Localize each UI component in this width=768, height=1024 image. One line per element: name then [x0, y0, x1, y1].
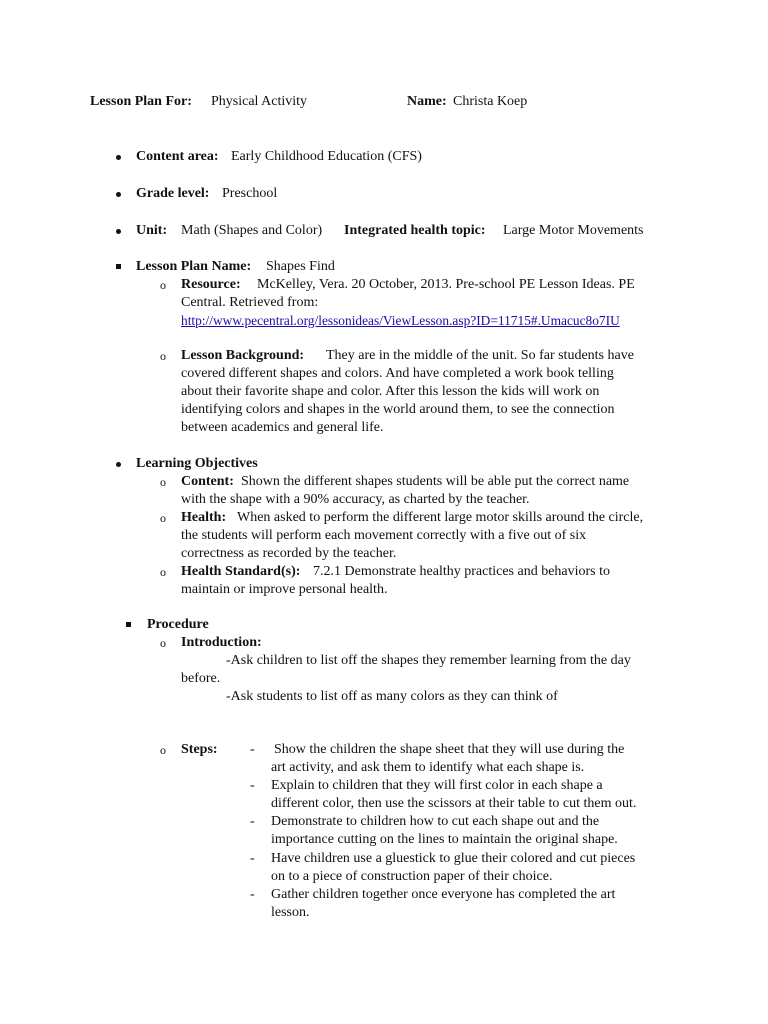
- resource-url-link[interactable]: http://www.pecentral.org/lessonideas/ViewLesson.asp?ID=11715#.Umacuc8o7IU: [181, 313, 620, 328]
- lesson-plan-for-label: Lesson Plan For:: [90, 94, 192, 109]
- step-text: Explain to children that they will first color in each shape a: [271, 778, 603, 793]
- bullet-dot: [116, 462, 121, 467]
- background-line1: They are in the middle of the unit. So far students have: [326, 348, 634, 363]
- introduction-line3: -Ask students to list off as many colors as they can think of: [226, 689, 558, 704]
- bullet-square: [116, 264, 121, 269]
- objective-content-line1: Shown the different shapes students will be able put the correct name: [241, 474, 630, 489]
- resource-line2: Central. Retrieved from:: [181, 295, 319, 310]
- background-line2: covered different shapes and colors. And have completed a work book telling: [181, 366, 614, 381]
- lesson-plan-name-label: Lesson Plan Name:: [136, 259, 252, 274]
- name-value: Christa Koep: [453, 94, 528, 109]
- step-dash: -: [250, 887, 255, 902]
- background-line4: identifying colors and shapes in the world around them, to see the connection: [181, 402, 615, 417]
- step-text: Have children use a gluestick to glue their colored and cut pieces: [271, 851, 636, 866]
- grade-level-label: Grade level:: [136, 186, 210, 201]
- bullet-circle: o: [160, 475, 166, 489]
- background-line5: between academics and general life.: [181, 420, 384, 435]
- background-label: Lesson Background:: [181, 348, 305, 363]
- bullet-dot: [116, 155, 121, 160]
- grade-level-value: Preschool: [222, 186, 278, 201]
- objective-content-line2: with the shape with a 90% accuracy, as charted by the teacher.: [181, 492, 530, 507]
- resource-line1: McKelley, Vera. 20 October, 2013. Pre-school PE Lesson Ideas. PE: [257, 277, 635, 292]
- step-text: different color, then use the scissors at their table to cut them out.: [271, 796, 637, 811]
- objectives-title: Learning Objectives: [136, 456, 258, 471]
- name-label: Name:: [407, 94, 447, 109]
- objective-health-line2: the students will perform each movement correctly with a five out of six: [181, 528, 587, 543]
- unit-value: Math (Shapes and Color): [181, 223, 323, 238]
- introduction-line1: -Ask children to list off the shapes they remember learning from the day: [226, 653, 631, 668]
- content-area-value: Early Childhood Education (CFS): [231, 149, 422, 164]
- bullet-circle: o: [160, 565, 166, 579]
- step-text: Gather children together once everyone has completed the art: [271, 887, 616, 902]
- step-dash: -: [250, 814, 255, 829]
- bullet-square: [126, 622, 131, 627]
- health-standard-label: Health Standard(s):: [181, 564, 301, 579]
- health-topic-label: Integrated health topic:: [344, 223, 486, 238]
- objective-health-label: Health:: [181, 510, 227, 525]
- step-text: importance cutting on the lines to maintain the original shape.: [271, 832, 618, 847]
- introduction-line2: before.: [181, 671, 221, 686]
- bullet-dot: [116, 229, 121, 234]
- content-area-label: Content area:: [136, 149, 219, 164]
- resource-label: Resource:: [181, 277, 241, 292]
- objective-health-line1: When asked to perform the different large motor skills around the circle,: [237, 510, 644, 525]
- bullet-circle: o: [160, 349, 166, 363]
- steps-label: Steps:: [181, 742, 218, 757]
- step-text: Show the children the shape sheet that they will use during the: [274, 742, 625, 757]
- step-text: art activity, and ask them to identify what each shape is.: [271, 760, 585, 775]
- lesson-plan-name-value: Shapes Find: [266, 259, 335, 274]
- unit-label: Unit:: [136, 223, 168, 238]
- step-dash: -: [250, 742, 255, 757]
- bullet-circle: o: [160, 636, 166, 650]
- lesson-plan-for-value: Physical Activity: [211, 94, 308, 109]
- procedure-title: Procedure: [147, 617, 209, 632]
- introduction-label: Introduction:: [181, 635, 262, 650]
- bullet-circle: o: [160, 511, 166, 525]
- bullet-dot: [116, 192, 121, 197]
- bullet-circle: o: [160, 743, 166, 757]
- objective-health-line3: correctness as recorded by the teacher.: [181, 546, 397, 561]
- background-line3: about their favorite shape and color. After this lesson the kids will work on: [181, 384, 600, 399]
- objective-content-label: Content:: [181, 474, 234, 489]
- step-dash: -: [250, 778, 255, 793]
- health-standard-line1: 7.2.1 Demonstrate healthy practices and behaviors to: [313, 564, 611, 579]
- health-standard-line2: maintain or improve personal health.: [181, 582, 388, 597]
- bullet-circle: o: [160, 278, 166, 292]
- health-topic-value: Large Motor Movements: [503, 223, 644, 238]
- step-text: lesson.: [271, 905, 310, 920]
- step-dash: -: [250, 851, 255, 866]
- step-text: on to a piece of construction paper of their choice.: [271, 869, 553, 884]
- step-text: Demonstrate to children how to cut each shape out and the: [271, 814, 600, 829]
